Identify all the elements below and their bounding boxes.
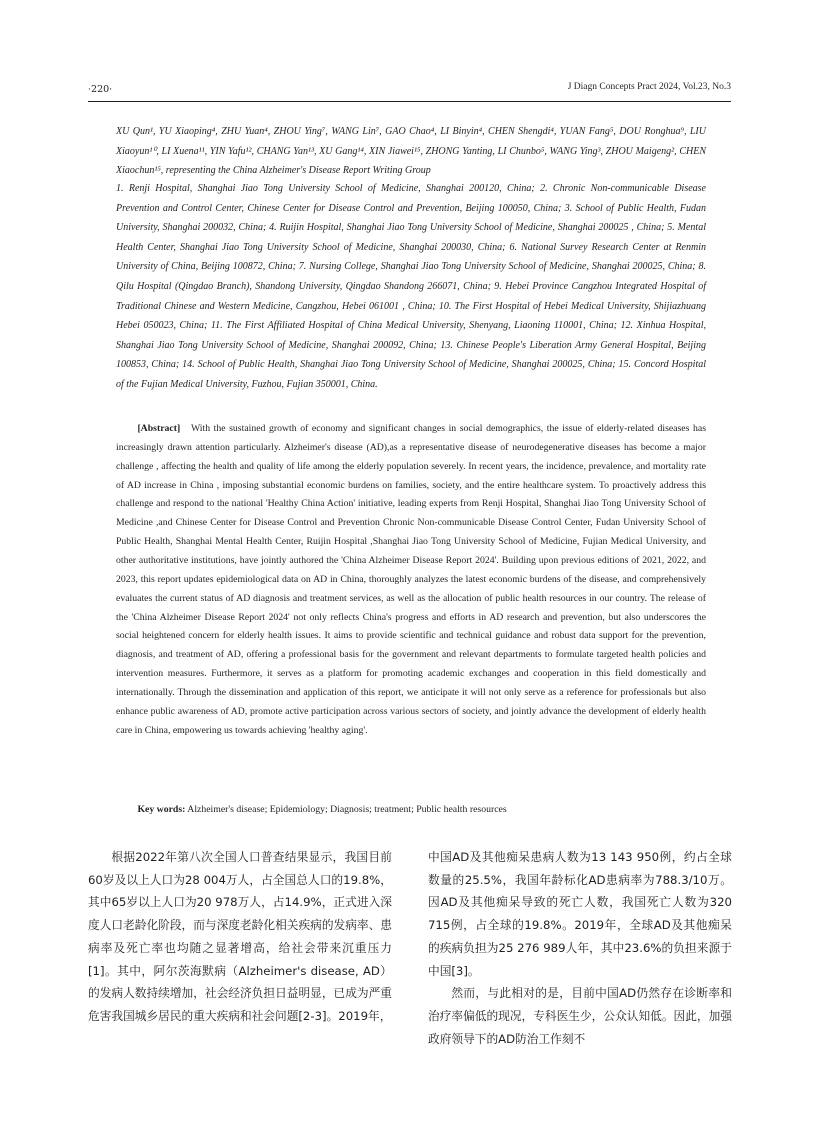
keywords-label: Key words: (137, 804, 186, 815)
author-list: XU Qun¹, YU Xiaoping⁴, ZHU Yuan⁴, ZHOU Ying⁷, WANG Lin⁷, GAO Chao⁴, LI Binyin⁴, CHEN Shengdi⁴, YUAN Fang⁵, DOU Ronghua⁹, LIU Xiaoyun¹⁰, LI Xuena¹¹, YIN Yafu¹², CHANG Yan¹³, XU Gang¹⁴, XIN Jiawei¹⁵, ZHONG Yanting, LI Chunbo⁵, WANG Ying³, ZHOU Maigeng², CHEN Xiaochun¹⁵, representing the China Alzheimer's Disease Report Writing Group (116, 126, 706, 177)
header-rule (88, 101, 731, 102)
journal-citation: J Diagn Concepts Pract 2024, Vol.23, No.3 (567, 82, 731, 92)
body-right-column (428, 846, 732, 1050)
abstract-text: With the sustained growth of economy and significant changes in social demographics, the issue of elderly-related diseases has increasingly drawn attention particularly. Alzheimer's disease (AD),as a representative disease of neurodegenerative diseases has become a major challenge , affecting the health and quality of life among the elderly population severely. In recent years, the incidence, prevalence, and mortality rate of AD increase in China , imposing substantial economic burdens on families, society, and the entire healthcare system. To proactively address this challenge and respond to the national 'Healthy China Action' initiative, leading experts from Renji Hospital, Shanghai Jiao Tong University School of Medicine ,and Chinese Center for Disease Control and Prevention Chronic Non-communicable Disease Control Center, Fudan University School of Public Health, Shanghai Mental Health Center, Ruijin Hospital ,Shanghai Jiao Tong University School of Medicine, Fujian Medical University, and other authoritative institutions, have jointly authored the 'China Alzheimer Disease Report 2024'. Building upon previous editions of 2021, 2022, and 2023, this report updates epidemiological data on AD in China, thoroughly analyzes the latest economic burdens of the disease, and comprehensively evaluates the current status of AD diagnosis and treatment services, as well as the allocation of public health resources in our country. The release of the 'China Alzheimer Disease Report 2024' not only reflects China's progress and efforts in AD research and prevention, but also underscores the social heightened concern for elderly health issues. It aims to provide scientific and technical guidance and robust data support for the prevention, diagnosis, and treatment of AD, offering a professional basis for the government and relevant departments to formulate targeted health policies and intervention measures. Furthermore, it serves as a platform for promoting academic exchanges and cooperation in this field domestically and internationally. Through the dissemination and application of this report, we anticipate it will not only serve as a reference for professionals but also enhance public awareness of AD, promote active participation across various sectors of society, and jointly advance the development of elderly health care in China, empowering us towards achieving 'healthy aging'. (116, 423, 707, 736)
keywords (116, 802, 706, 818)
body-paragraph: 中国AD及其他痴呆患病人数为13 143 950例，约占全球数量的25.5%，我国年龄标化AD患病率为788.3/10万。因AD及其他痴呆导致的死亡人数，我国死亡人数为320 715例，占全球的19.8%。2019年，全球AD及其他痴呆的疾病负担为25 276 989人年，其中23.6%的负担来源于中国[3]。 (428, 850, 732, 978)
body-paragraph: 根据2022年第八次全国人口普查结果显示，我国目前60岁及以上人口为28 004万人，占全国总人口的19.8%，其中65岁以上人口为20 978万人，占14.9%，正式进入深度人口老龄化阶段，而与深度老龄化相关疾病的发病率、患病率及死亡率也均随之显著增高，给社会带来沉重压力[1]。其中，阿尔茨海默病（Alzheimer's disease, AD）的发病人数持续增加，社会经济负担日益明显，已成为严重危害我国城乡居民的重大疾病和社会问题[2-3]。2019年， (88, 850, 392, 1023)
page-number: ·220· (88, 84, 113, 95)
abstract (116, 420, 706, 741)
page-header (88, 84, 731, 100)
body-paragraph: 然而，与此相对的是，目前中国AD仍然存在诊断率和治疗率偏低的现况，专科医生少，公众认知低。因此，加强政府领导下的AD防治工作刻不 (428, 986, 732, 1046)
affiliations: 1. Renji Hospital, Shanghai Jiao Tong University School of Medicine, Shanghai 200120, China; 2. Chronic Non-communicable Disease Prevention and Control Center, Chinese Center for Disease Control and Prevention, Beijing 100050, China; 3. School of Public Health, Fudan University, Shanghai 200032, China; 4. Ruijin Hospital, Shanghai Jiao Tong University School of Medicine, Shanghai 200025 , China; 5. Mental Health Center, Shanghai Jiao Tong University School of Medicine, Shanghai 200030, China; 6. National Survey Research Center at Renmin University of China, Beijing 100872, China; 7. Nursing College, Shanghai Jiao Tong University School of Medicine, Shanghai 200025, China; 8. Qilu Hospital (Qingdao Branch), Shandong University, Qingdao Shandong 266071, China; 9. Hebei Province Cangzhou Integrated Hospital of Traditional Chinese and Western Medicine, Cangzhou, Hebei 061001 , China; 10. The First Hospital of Hebei Medical University, Shijiazhuang Hebei 050023, China; 11. The First Affiliated Hospital of China Medical University, Shenyang, Liaoning 110001, China; 12. Xinhua Hospital, Shanghai Jiao Tong University School of Medicine, Shanghai 200092, China; 13. Chinese People's Liberation Army General Hospital, Beijing 100853, China; 14. School of Public Health, Shanghai Jiao Tong University School of Medicine, Shanghai 200025, China; 15. Concord Hospital of the Fujian Medical University, Fuzhou, Fujian 350001, China. (116, 183, 706, 390)
body-left-column (88, 846, 392, 1028)
abstract-label: [Abstract] (137, 423, 181, 434)
keywords-text: Alzheimer's disease; Epidemiology; Diagnosis; treatment; Public health resources (187, 804, 507, 815)
